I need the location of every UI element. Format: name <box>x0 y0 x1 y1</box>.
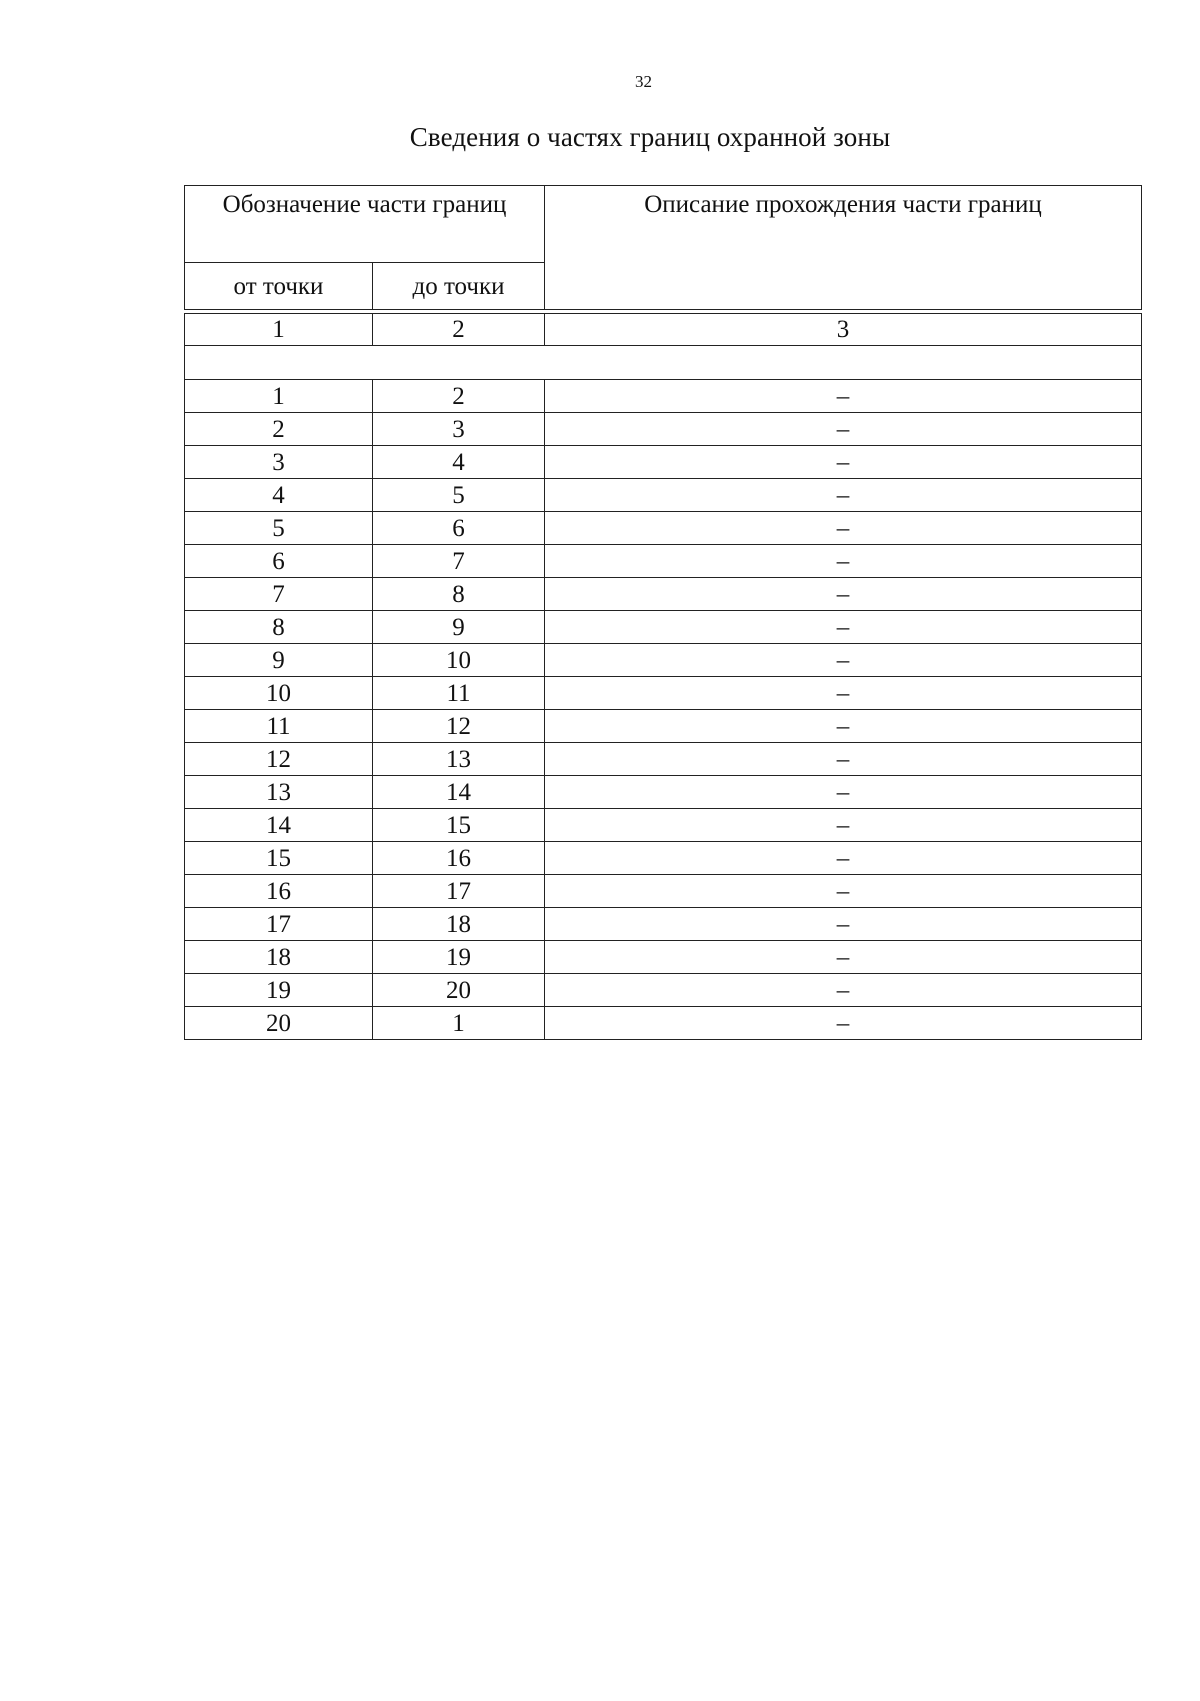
table-row <box>185 644 1142 677</box>
from-point-cell: 8 <box>185 611 373 644</box>
description-cell: – <box>545 1007 1142 1040</box>
to-point-cell: 13 <box>373 743 545 776</box>
description-cell: – <box>545 413 1142 446</box>
from-point-cell: 18 <box>185 941 373 974</box>
from-point-cell: 13 <box>185 776 373 809</box>
header-description: Описание прохождения части границ <box>545 186 1142 310</box>
table-row <box>185 512 1142 545</box>
from-point-cell: 3 <box>185 446 373 479</box>
to-point-cell: 16 <box>373 842 545 875</box>
table-row <box>185 677 1142 710</box>
from-point-cell: 10 <box>185 677 373 710</box>
to-point-cell: 14 <box>373 776 545 809</box>
table-row <box>185 446 1142 479</box>
table-row <box>185 611 1142 644</box>
from-point-cell: 6 <box>185 545 373 578</box>
description-cell: – <box>545 710 1142 743</box>
description-cell: – <box>545 380 1142 413</box>
description-cell: – <box>545 644 1142 677</box>
column-number: 3 <box>545 314 1142 346</box>
header-to-point: до точки <box>373 263 545 310</box>
table-row <box>185 809 1142 842</box>
to-point-cell: 7 <box>373 545 545 578</box>
from-point-cell: 14 <box>185 809 373 842</box>
table-row <box>185 941 1142 974</box>
to-point-cell: 6 <box>373 512 545 545</box>
from-point-cell: 11 <box>185 710 373 743</box>
to-point-cell: 8 <box>373 578 545 611</box>
to-point-cell: 5 <box>373 479 545 512</box>
description-cell: – <box>545 875 1142 908</box>
table-row <box>185 875 1142 908</box>
table-row <box>185 710 1142 743</box>
from-point-cell: 15 <box>185 842 373 875</box>
section-label <box>185 346 1142 380</box>
description-cell: – <box>545 809 1142 842</box>
table-row <box>185 1007 1142 1040</box>
table-row <box>185 413 1142 446</box>
header-from-point: от точки <box>185 263 373 310</box>
from-point-cell: 5 <box>185 512 373 545</box>
to-point-cell: 4 <box>373 446 545 479</box>
boundary-parts-table <box>184 185 1142 1040</box>
from-point-cell: 4 <box>185 479 373 512</box>
from-point-cell: 17 <box>185 908 373 941</box>
to-point-cell: 18 <box>373 908 545 941</box>
to-point-cell: 9 <box>373 611 545 644</box>
column-number: 1 <box>185 314 373 346</box>
to-point-cell: 17 <box>373 875 545 908</box>
description-cell: – <box>545 941 1142 974</box>
to-point-cell: 20 <box>373 974 545 1007</box>
description-cell: – <box>545 974 1142 1007</box>
from-point-cell: 2 <box>185 413 373 446</box>
description-cell: – <box>545 908 1142 941</box>
to-point-cell: 19 <box>373 941 545 974</box>
description-cell: – <box>545 578 1142 611</box>
to-point-cell: 2 <box>373 380 545 413</box>
table-row <box>185 842 1142 875</box>
from-point-cell: 19 <box>185 974 373 1007</box>
table-header-row <box>185 186 1142 263</box>
description-cell: – <box>545 446 1142 479</box>
table-row <box>185 776 1142 809</box>
table-row <box>185 545 1142 578</box>
description-cell: – <box>545 545 1142 578</box>
from-point-cell: 16 <box>185 875 373 908</box>
column-number-row <box>185 314 1142 346</box>
to-point-cell: 12 <box>373 710 545 743</box>
to-point-cell: 10 <box>373 644 545 677</box>
table-row <box>185 479 1142 512</box>
header-boundary-designation: Обозначение части границ <box>185 186 545 263</box>
from-point-cell: 1 <box>185 380 373 413</box>
description-cell: – <box>545 512 1142 545</box>
to-point-cell: 11 <box>373 677 545 710</box>
section-row <box>185 346 1142 380</box>
description-cell: – <box>545 842 1142 875</box>
to-point-cell: 1 <box>373 1007 545 1040</box>
from-point-cell: 12 <box>185 743 373 776</box>
table-row <box>185 380 1142 413</box>
page-title: Сведения о частях границ охранной зоны <box>409 122 891 152</box>
from-point-cell: 9 <box>185 644 373 677</box>
description-cell: – <box>545 743 1142 776</box>
from-point-cell: 7 <box>185 578 373 611</box>
table-row <box>185 974 1142 1007</box>
table-row <box>185 578 1142 611</box>
description-cell: – <box>545 611 1142 644</box>
table-row <box>185 908 1142 941</box>
description-cell: – <box>545 776 1142 809</box>
column-number: 2 <box>373 314 545 346</box>
page-number: 32 <box>635 72 652 91</box>
from-point-cell: 20 <box>185 1007 373 1040</box>
description-cell: – <box>545 677 1142 710</box>
to-point-cell: 15 <box>373 809 545 842</box>
table-row <box>185 743 1142 776</box>
to-point-cell: 3 <box>373 413 545 446</box>
description-cell: – <box>545 479 1142 512</box>
